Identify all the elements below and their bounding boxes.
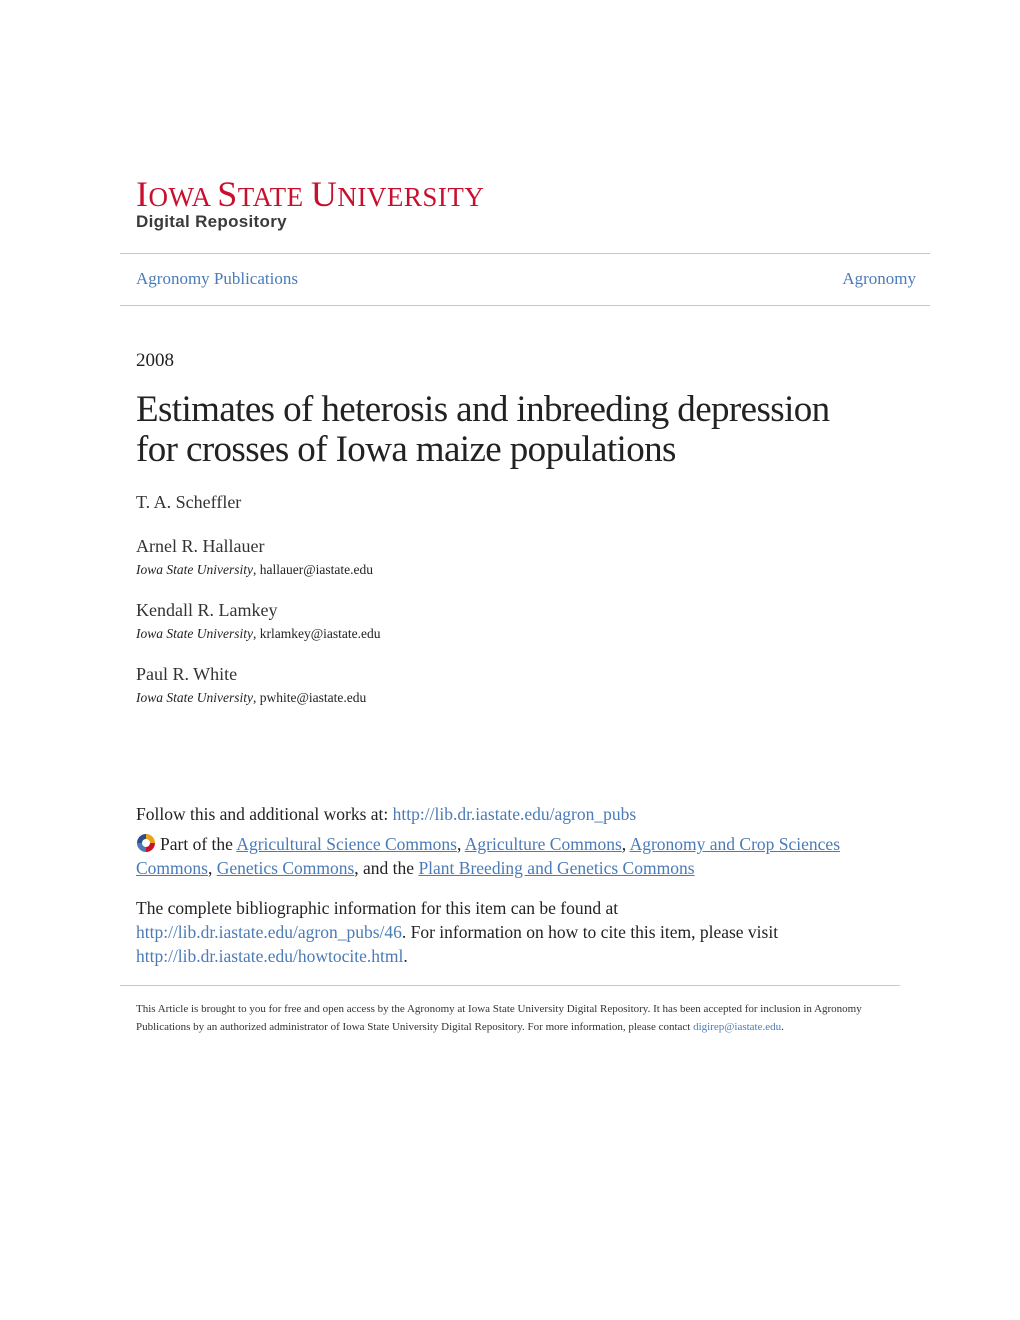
author-name: Paul R. White [136, 664, 238, 684]
logo-letters: OWA [148, 182, 218, 212]
commons-link-plant-breeding[interactable]: Plant Breeding and Genetics Commons [418, 858, 695, 878]
commons-paragraph [136, 832, 876, 880]
biblio-paragraph [136, 896, 876, 968]
department-link[interactable]: Agronomy [842, 269, 916, 288]
follow-prefix: Follow this and additional works at: [136, 804, 393, 824]
publication-year: 2008 [136, 350, 174, 371]
author-affiliation [136, 690, 366, 706]
biblio-text: . For information on how to cite this item, please visit [401, 922, 779, 942]
howtocite-link[interactable]: http://lib.dr.iastate.edu/howtocite.html [136, 946, 404, 966]
item-url-link[interactable]: http://lib.dr.iastate.edu/agron_pubs/46 [136, 922, 402, 942]
commons-prefix: Part of the [160, 834, 237, 854]
author-name: Arnel R. Hallauer [136, 536, 265, 556]
author-affiliation [136, 626, 381, 642]
footer-end: . [781, 1021, 784, 1033]
author-email[interactable]: , krlamkey@iastate.edu [252, 626, 381, 641]
commons-link-agricultural-science[interactable]: Agricultural Science Commons [236, 834, 457, 854]
bepress-commons-icon [136, 833, 156, 853]
title-line: for crosses of Iowa maize populations [136, 429, 676, 470]
biblio-text: The complete bibliographic information for this item can be found at [136, 898, 619, 918]
author-affiliation [136, 562, 373, 578]
contact-email-link[interactable]: digirep@iastate.edu [693, 1021, 782, 1033]
footer-notice [136, 1000, 886, 1036]
top-divider [120, 253, 930, 254]
footer-text: This Article is brought to you for free and open access by the Agronomy at Iowa State University Digital Repository. It has been accepted for inclusion in Agronomy Publications by an authorized administrator of Iowa State University Digital Repository. For more information, please contact [136, 1003, 862, 1033]
university-logo-title [136, 176, 484, 215]
logo-letter: I [136, 174, 149, 214]
logo-letter: U [310, 174, 338, 214]
author-name: T. A. Scheffler [136, 492, 242, 512]
collection-link[interactable]: Agronomy Publications [136, 269, 298, 288]
follow-line [136, 802, 876, 826]
author-email[interactable]: , hallauer@iastate.edu [252, 562, 373, 577]
logo-letters: NIVERSITY [337, 182, 485, 212]
separator: , [456, 834, 465, 854]
footer-divider [120, 985, 900, 986]
separator: , and the [354, 858, 419, 878]
institution: Iowa State University [136, 626, 253, 641]
title-line: Estimates of heterosis and inbreeding depression [136, 389, 830, 430]
author-name: Kendall R. Lamkey [136, 600, 278, 620]
separator: , [621, 834, 630, 854]
institution: Iowa State University [136, 690, 253, 705]
commons-link-agronomy-crop[interactable]: Agronomy and Crop Sciences Commons [136, 834, 841, 878]
collection-url-link[interactable]: http://lib.dr.iastate.edu/agron_pubs [392, 804, 637, 824]
commons-link-genetics[interactable]: Genetics Commons [216, 858, 355, 878]
separator: , [207, 858, 217, 878]
logo-letter: S [217, 174, 238, 214]
biblio-text: . [403, 946, 408, 966]
author-email[interactable]: , pwhite@iastate.edu [252, 690, 367, 705]
institution: Iowa State University [136, 562, 253, 577]
repository-subtitle: Digital Repository [136, 212, 287, 231]
bottom-divider [120, 305, 930, 306]
article-title [136, 390, 916, 470]
commons-link-agriculture[interactable]: Agriculture Commons [464, 834, 622, 854]
logo-letters: TATE [237, 182, 311, 212]
